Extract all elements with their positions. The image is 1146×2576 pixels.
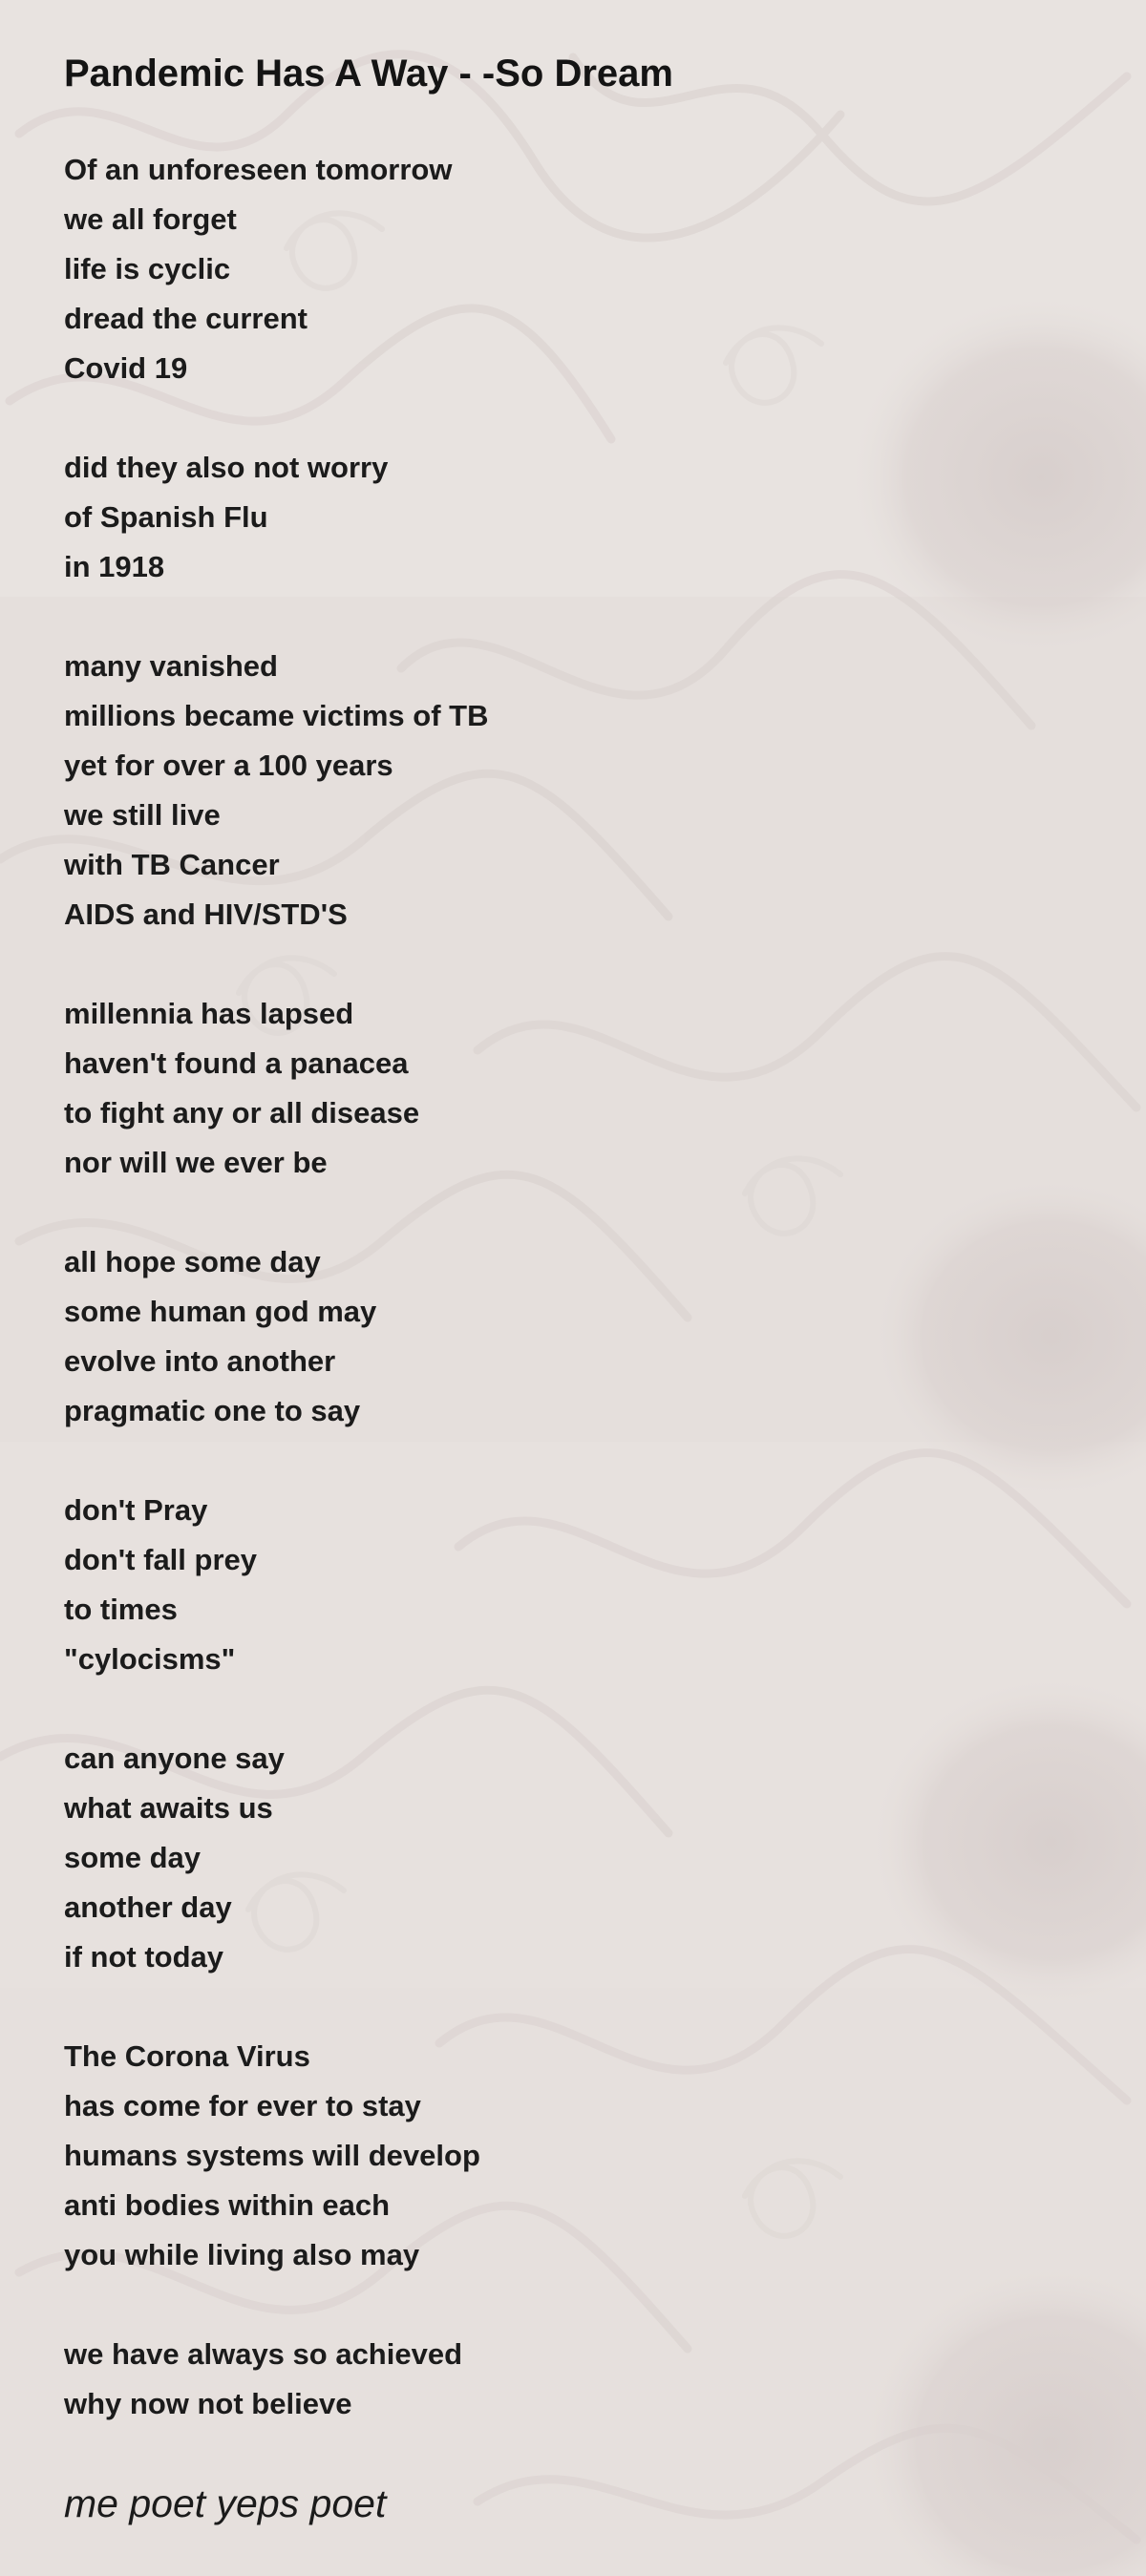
poem-line: life is cyclic (64, 252, 231, 285)
poem-line: of Spanish Flu (64, 500, 268, 534)
poem-stanza (64, 1237, 1076, 1436)
poem-stanza (64, 145, 1076, 393)
poem-line: we all forget (64, 202, 237, 236)
poem-line: anti bodies within each (64, 2188, 391, 2222)
poem-stanza (64, 1734, 1076, 1982)
poem-container (64, 46, 1076, 2532)
poem-line: can anyone say (64, 1742, 285, 1775)
poem-line: "cylocisms" (64, 1642, 236, 1676)
poem-line: many vanished (64, 649, 278, 683)
poem-title: Pandemic Has A Way - -So Dream (64, 53, 673, 95)
poem-line: The Corona Virus (64, 2039, 310, 2073)
poem-line: did they also not worry (64, 451, 389, 484)
poem-line: why now not believe (64, 2387, 352, 2420)
poem-line: another day (64, 1890, 232, 1924)
poem-line: in 1918 (64, 550, 165, 583)
poem-line: don't Pray (64, 1493, 208, 1527)
poem-stanza (64, 642, 1076, 940)
poem-stanza (64, 1486, 1076, 1684)
poem-stanza (64, 2330, 1076, 2429)
poem-line: millennia has lapsed (64, 997, 354, 1030)
poem-body (64, 145, 1076, 2429)
poem-line: Of an unforeseen tomorrow (64, 153, 453, 186)
poem-line: has come for ever to stay (64, 2089, 421, 2122)
poem-line: we have always so achieved (64, 2337, 463, 2371)
poem-line: we still live (64, 798, 221, 832)
poem-stanza (64, 443, 1076, 592)
poem-line: if not today (64, 1940, 224, 1974)
poem-line: AIDS and HIV/STD'S (64, 897, 348, 931)
poem-line: don't fall prey (64, 1543, 257, 1576)
poem-line: haven't found a panacea (64, 1046, 409, 1080)
poem-line: dread the current (64, 302, 308, 335)
poem-line: evolve into another (64, 1344, 336, 1378)
poem-stanza (64, 2032, 1076, 2280)
poem-line: all hope some day (64, 1245, 321, 1278)
poem-line: what awaits us (64, 1791, 273, 1825)
poem-line: to times (64, 1593, 178, 1626)
poem-line: yet for over a 100 years (64, 749, 393, 782)
poem-line: to fight any or all disease (64, 1096, 420, 1130)
poem-line: some human god may (64, 1295, 377, 1328)
poem-line: pragmatic one to say (64, 1394, 361, 1427)
poem-line: you while living also may (64, 2238, 420, 2271)
poem-line: humans systems will develop (64, 2139, 480, 2172)
poem-line: nor will we ever be (64, 1146, 328, 1179)
poem-author: me poet yeps poet (64, 2481, 387, 2525)
poem-line: some day (64, 1841, 202, 1874)
poem-line: with TB Cancer (64, 848, 280, 881)
poem-line: Covid 19 (64, 351, 188, 385)
poem-line: millions became victims of TB (64, 699, 489, 732)
poem-stanza (64, 989, 1076, 1188)
